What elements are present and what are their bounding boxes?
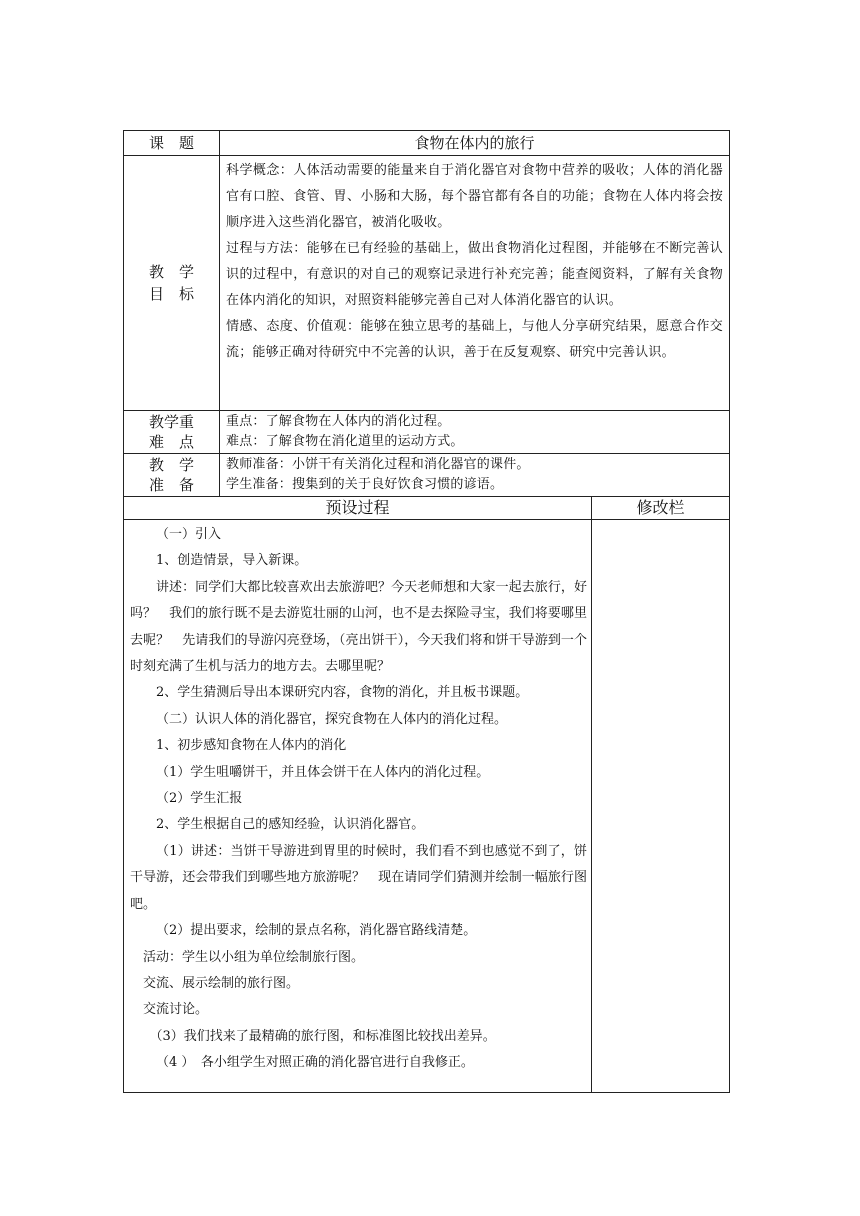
process-substep-2-4: （4 ） 各小组学生对照正确的消化器官进行自我修正。 — [156, 1055, 474, 1071]
preparation-label-line-1: 教 学 — [148, 456, 194, 474]
process-substep-2: 2、学生根据自己的感知经验，认识消化器官。 — [156, 817, 425, 833]
process-row — [124, 520, 730, 1093]
process-discussion: 交流讨论。 — [143, 1002, 209, 1018]
process-substep-2-2: （2）提出要求，绘制的景点名称，消化器官路线清楚。 — [156, 923, 477, 939]
preparation-content — [220, 454, 730, 497]
process-activity: 活动：学生以小组为单位绘制旅行图。 — [143, 949, 365, 965]
keypoint-difficult: 难点：了解食物在消化道里的运动方式。 — [226, 434, 464, 449]
process-substep-2-1: （1）讲述：当饼干导游进到胃里的时候时，我们看不到也感觉不到了，饼干导游，还会带我们到哪些地方旅游呢？ 现在请同学们猜测并绘制一幅旅行图吧。 — [130, 843, 587, 912]
process-header: 预设过程 — [124, 497, 592, 520]
process-substep-2-3: （3）我们找来了最精确的旅行图，和标准图比较找出差异。 — [149, 1028, 496, 1044]
lesson-plan-table — [123, 130, 730, 1093]
process-intro-heading: （一）引入 — [156, 527, 222, 542]
process-substep-1-1: （1）学生咀嚼饼干，并且体会饼干在人体内的消化过程。 — [156, 764, 490, 780]
keypoint-main: 重点：了解食物在人体内的消化过程。 — [226, 414, 451, 429]
keypoints-label-line-2: 难 点 — [148, 433, 194, 451]
process-header-row — [124, 497, 730, 520]
preparation-row — [124, 454, 730, 497]
revision-header: 修改栏 — [592, 497, 730, 520]
revision-column — [592, 520, 730, 1093]
objectives-label-line-2: 目 标 — [148, 285, 194, 303]
topic-label: 课 题 — [124, 131, 220, 156]
objectives-label-line-1: 教 学 — [148, 263, 194, 281]
keypoints-label-line-1: 教学重 — [148, 413, 194, 431]
keypoints-label — [124, 411, 220, 454]
process-step-1: 1、创造情景，导入新课。 — [156, 553, 308, 569]
process-section-2-heading: （二）认识人体的消化器官，探究食物在人体内的消化过程。 — [156, 711, 508, 727]
keypoints-row — [124, 411, 730, 454]
topic-value: 食物在体内的旅行 — [220, 131, 730, 156]
preparation-label — [124, 454, 220, 497]
keypoints-content — [220, 411, 730, 454]
topic-row — [124, 131, 730, 156]
objective-emotion-values: 情感、态度、价值观：能够在独立思考的基础上，与他人分享研究结果，愿意合作交流；能够正确对待研究中不完善的认识，善于在反复观察、研究中完善认识。 — [226, 319, 724, 360]
process-narration-1: 讲述：同学们大都比较喜欢出去旅游吧？今天老师想和大家一起去旅行，好吗？ 我们的旅行既不是去游览壮丽的山河，也不是去探险寻宝，我们将要哪里去呢？ 先请我们的导游闪亮登场，（亮出饼干），今天我们将和饼干导游到一个时刻充满了生机与活力的地方去。去哪里呢？ — [130, 579, 587, 675]
prep-teacher: 教师准备：小饼干有关消化过程和消化器官的课件。 — [226, 457, 530, 472]
process-substep-1: 1、初步感知食物在人体内的消化 — [156, 738, 347, 754]
objectives-row — [124, 156, 730, 411]
process-exchange-display: 交流、展示绘制的旅行图。 — [143, 975, 300, 991]
objective-process-method: 过程与方法：能够在已有经验的基础上，做出食物消化过程图，并能够在不断完善认识的过程中，有意识的对自己的观察记录进行补充完善；能查阅资料，了解有关食物在体内消化的知识，对照资料能够完善自己对人体消化器官的认识。 — [226, 241, 724, 308]
prep-student: 学生准备：搜集到的关于良好饮食习惯的谚语。 — [226, 477, 504, 492]
objective-science-concept: 科学概念：人体活动需要的能量来自于消化器官对食物中营养的吸收；人体的消化器官有口腔、食管、胃、小肠和大肠，每个器官都有各自的功能；食物在人体内将会按顺序进入这些消化器官，被消化吸收。 — [226, 163, 724, 230]
objectives-content — [220, 156, 730, 411]
objectives-label — [124, 156, 220, 411]
process-substep-1-2: （2）学生汇报 — [156, 791, 243, 807]
preparation-label-line-2: 准 备 — [148, 476, 194, 494]
process-content — [124, 520, 592, 1093]
process-step-2: 2、学生猜测后导出本课研究内容，食物的消化，并且板书课题。 — [156, 685, 529, 701]
